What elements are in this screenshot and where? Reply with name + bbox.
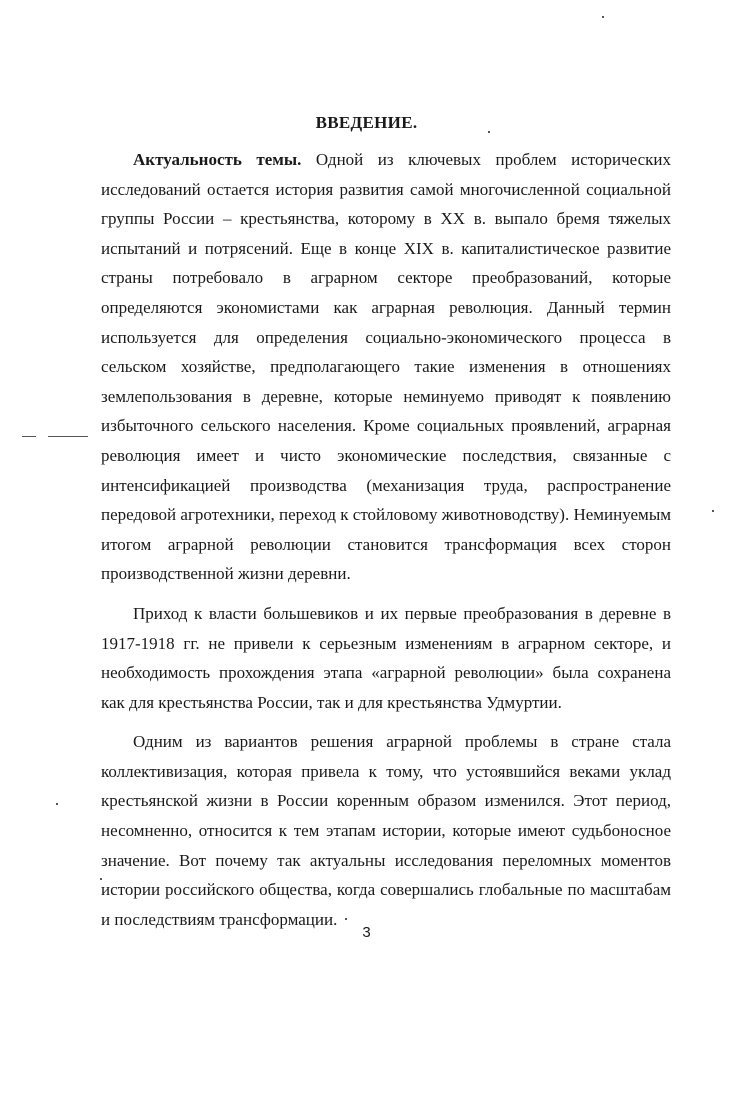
body-text — [101, 145, 671, 944]
scan-speck — [48, 436, 88, 437]
page-number: 3 — [362, 924, 371, 941]
section-heading: ВВЕДЕНИЕ. — [315, 113, 418, 132]
paragraph-text: Одной из ключевых проблем исторических исследований остается история развития самой многочисленной социальной группы России – крестьянства, которому в XX в. выпало бремя тяжелых испытаний и потрясений. Еще в конце XIX в. капиталистическое развитие страны потребовало в аграрном секторе преобразований, которые определяются экономистами как аграрная революция. Данный термин используется для определения социально-экономического процесса в сельском хозяйстве, предполагающего такие изменения в отношениях землепользования в деревне, которые неминуемо приводят к появлению избыточного сельского населения. Кроме социальных проявлений, аграрная революция имеет и чисто экономические последствия, связанные с интенсификацией производства (механизация труда, распространение передовой агротехники, переход к стойловому животноводству). Неминуемым итогом аграрной революции становится трансформация всех сторон производственной жизни деревни. — [101, 150, 671, 584]
paragraph-relevance — [101, 145, 671, 589]
paragraph-lead: Актуальность темы. — [133, 150, 302, 169]
scan-speck — [22, 436, 36, 437]
scan-speck — [56, 803, 58, 805]
scan-speck — [488, 131, 490, 133]
paragraph-text: Приход к власти большевиков и их первые преобразования в деревне в 1917-1918 гг. не привели к серьезным изменениям в аграрном секторе, и необходимость прохождения этапа «аграрной революции» была сохранена как для крестьянства России, так и для крестьянства Удмуртии. — [101, 603, 671, 712]
scan-speck — [602, 16, 604, 18]
scan-speck — [712, 510, 714, 512]
scan-speck — [345, 918, 347, 920]
paragraph-collectivization — [101, 727, 671, 934]
paragraph-bolsheviks — [101, 599, 671, 717]
scan-speck — [100, 878, 102, 880]
paragraph-text: Одним из вариантов решения аграрной проблемы в стране стала коллективизация, которая привела к тому, что устоявшийся веками уклад крестьянской жизни в России коренным образом изменился. Этот период, несомненно, относится к тем этапам истории, которые имеют судьбоносное значение. Вот почему так актуальны исследования переломных моментов истории российского общества, когда совершались глобальные по масштабам и последствиям трансформации. — [101, 732, 671, 929]
